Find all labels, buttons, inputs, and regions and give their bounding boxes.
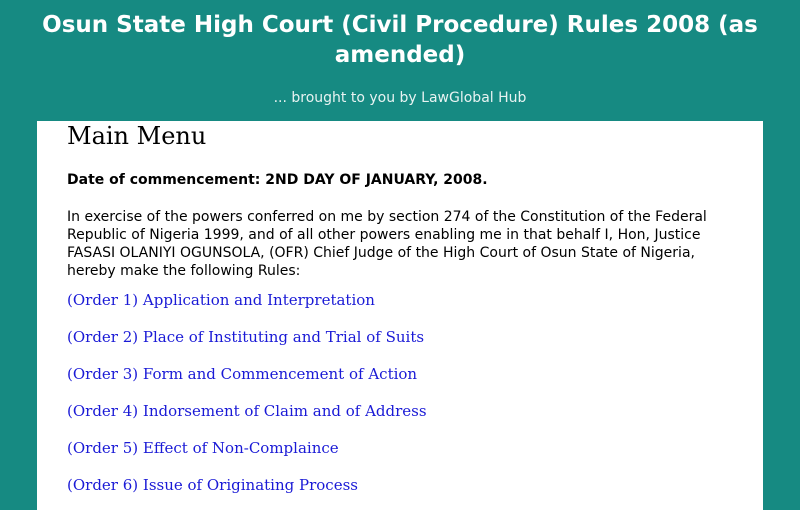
list-item <box>67 476 743 495</box>
list-item <box>67 439 743 458</box>
list-item <box>67 328 743 347</box>
site-header <box>0 0 800 107</box>
order-4-link[interactable]: (Order 4) Indorsement of Claim and of Address <box>67 402 427 420</box>
list-item <box>67 291 743 310</box>
order-1-link[interactable]: (Order 1) Application and Interpretation <box>67 291 375 309</box>
commencement-date: Date of commencement: 2ND DAY OF JANUARY, 2008. <box>67 172 488 188</box>
order-3-link[interactable]: (Order 3) Form and Commencement of Action <box>67 365 418 383</box>
preamble-text: In exercise of the powers conferred on me by section 274 of the Constitution of the Federal Republic of Nigeria 1999, and of all other powers enabling me in that behalf I, Hon, Justice FASASI OLANIYI OGUNSOLA, (OFR) Chief Judge of the High Court of Osun State of Nigeria, hereby make the following Rules: <box>67 209 707 279</box>
order-6-link[interactable]: (Order 6) Issue of Originating Process <box>67 476 358 494</box>
order-5-link[interactable]: (Order 5) Effect of Non-Complaince <box>67 439 339 457</box>
order-list <box>67 291 743 495</box>
site-tagline: ... brought to you by LawGlobal Hub <box>273 90 527 106</box>
list-item <box>67 402 743 421</box>
site-title[interactable]: Osun State High Court (Civil Procedure) Rules 2008 (as amended) <box>42 12 758 68</box>
page-title: Main Menu <box>67 122 207 150</box>
main-content <box>37 121 763 510</box>
list-item <box>67 365 743 384</box>
order-2-link[interactable]: (Order 2) Place of Instituting and Trial of Suits <box>67 328 425 346</box>
